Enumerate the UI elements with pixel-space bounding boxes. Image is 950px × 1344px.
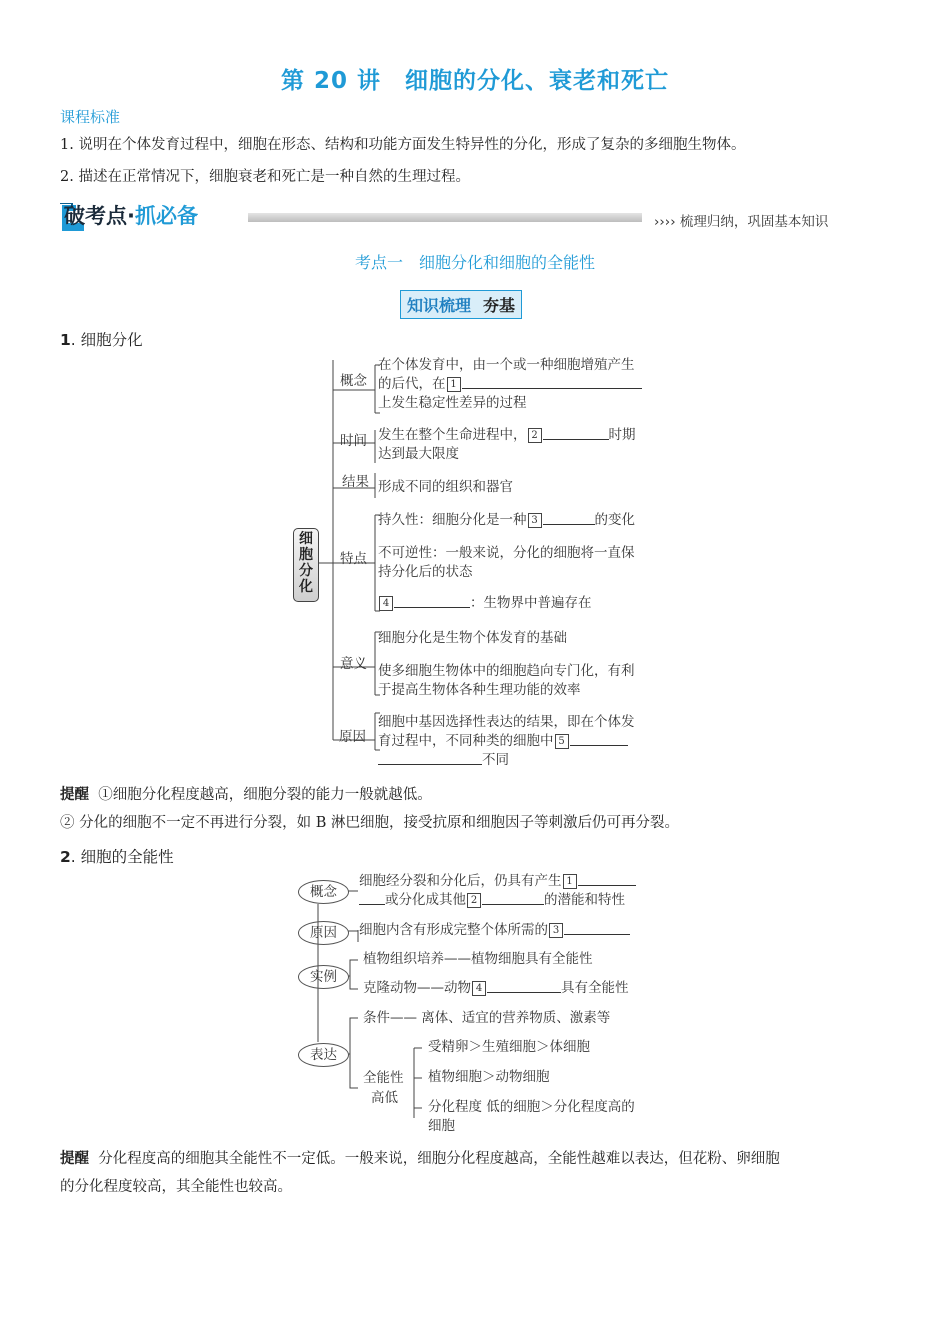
result-text: 形成不同的组织和器官 (378, 479, 513, 495)
feature-irreversible-2: 持分化后的状态 (378, 564, 473, 580)
s2-cause-label: 原因 (298, 921, 349, 945)
cause-label: 原因 (339, 729, 366, 745)
banner-title: 破考点·抓必备 (64, 204, 198, 228)
result-label: 结果 (342, 474, 369, 490)
feature-irreversible-1: 不可逆性：一般来说，分化的细胞将一直保 (378, 545, 635, 561)
s2-example-b: 克隆动物——动物 4 具有全能性 (363, 980, 629, 996)
concept-label: 概念 (340, 373, 367, 389)
cause-line1: 细胞中基因选择性表达的结果，即在个体发 (378, 714, 635, 730)
s2-express-condition: 条件—— 离体、适宜的营养物质、激素等 (363, 1010, 611, 1026)
cell-differentiation-root: 细 胞 分 化 (293, 528, 319, 602)
s2-express-level-a: 全能性 (363, 1070, 404, 1086)
s2-example-a: 植物组织培养——植物细胞具有全能性 (363, 951, 593, 967)
concept-line2: 的后代，在 1 (378, 375, 642, 394)
s2-rank-3a: 分化程度 低的细胞＞分化程度高的 (428, 1099, 635, 1115)
feature-persistence: 持久性：细胞分化是一种 3 的变化 (378, 512, 635, 528)
section2-heading: 2. 细胞的全能性 (60, 848, 174, 866)
time-line2: 达到最大限度 (378, 446, 459, 462)
time-label: 时间 (340, 433, 367, 449)
meaning-label: 意义 (340, 656, 367, 672)
feature-label: 特点 (340, 551, 367, 567)
cause-line2: 育过程中，不同种类的细胞中 5 (378, 732, 628, 751)
cause-line3: 不同 (378, 751, 509, 770)
s2-concept-label: 概念 (298, 880, 349, 904)
tip2-text: 提醒 分化程度高的细胞其全能性不一定低。一般来说，细胞分化程度越高，全能性越难以表达，但花粉、卵细胞 的分化程度较高，其全能性也较高。 (60, 1151, 780, 1195)
s2-concept-line1: 细胞经分裂和分化后，仍具有产生 1 (359, 872, 636, 891)
s2-rank-2: 植物细胞＞动物细胞 (428, 1069, 550, 1085)
s2-rank-1: 受精卵＞生殖细胞＞体细胞 (428, 1039, 590, 1055)
banner-bar (248, 213, 642, 222)
meaning-a: 细胞分化是生物个体发育的基础 (378, 630, 567, 646)
meaning-b2: 于提高生物体各种生理功能的效率 (378, 682, 581, 698)
time-line1: 发生在整个生命进程中， 2 时期 (378, 427, 636, 443)
s2-rank-3b: 细胞 (428, 1118, 455, 1134)
tip1-line1: 提醒 ①细胞分化程度越高，细胞分裂的能力一般就越低。 (60, 787, 432, 803)
banner-subtitle: ›››› 梳理归纳，巩固基本知识 (654, 214, 829, 230)
curriculum-item-1: 1. 说明在个体发育过程中，细胞在形态、结构和功能方面发生特异性的分化，形成了复杂的多细胞生物体。 (60, 137, 746, 153)
page-title: 第 20 讲 细胞的分化、衰老和死亡 (280, 68, 670, 94)
section1-heading: 1. 细胞分化 (60, 331, 143, 349)
curriculum-heading: 课程标准 (60, 108, 121, 126)
meaning-b1: 使多细胞生物体中的细胞趋向专门化，有利 (378, 663, 635, 679)
s2-example-label: 实例 (298, 965, 349, 989)
kaodian-heading: 考点一 细胞分化和细胞的全能性 (354, 253, 595, 272)
s2-cause-text: 细胞内含有形成完整个体所需的 3 (359, 921, 630, 940)
s2-express-level-b: 高低 (371, 1090, 398, 1106)
feature-universal: 4 ：生物界中普遍存在 (378, 594, 592, 613)
concept-line1: 在个体发育中，由一个或一种细胞增殖产生 (378, 357, 635, 373)
knowledge-badge: 知识梳理 夯基 (400, 290, 522, 319)
curriculum-item-2: 2. 描述在正常情况下，细胞衰老和死亡是一种自然的生理过程。 (60, 169, 470, 185)
s2-express-label: 表达 (298, 1043, 349, 1067)
concept-line3: 上发生稳定性差异的过程 (378, 395, 527, 411)
s2-concept-line2: 或分化成其他 2 的潜能和特性 (359, 891, 625, 910)
tip1-line2: ② 分化的细胞不一定不再进行分裂，如 B 淋巴细胞，接受抗原和细胞因子等刺激后仍可再分裂。 (60, 815, 679, 831)
